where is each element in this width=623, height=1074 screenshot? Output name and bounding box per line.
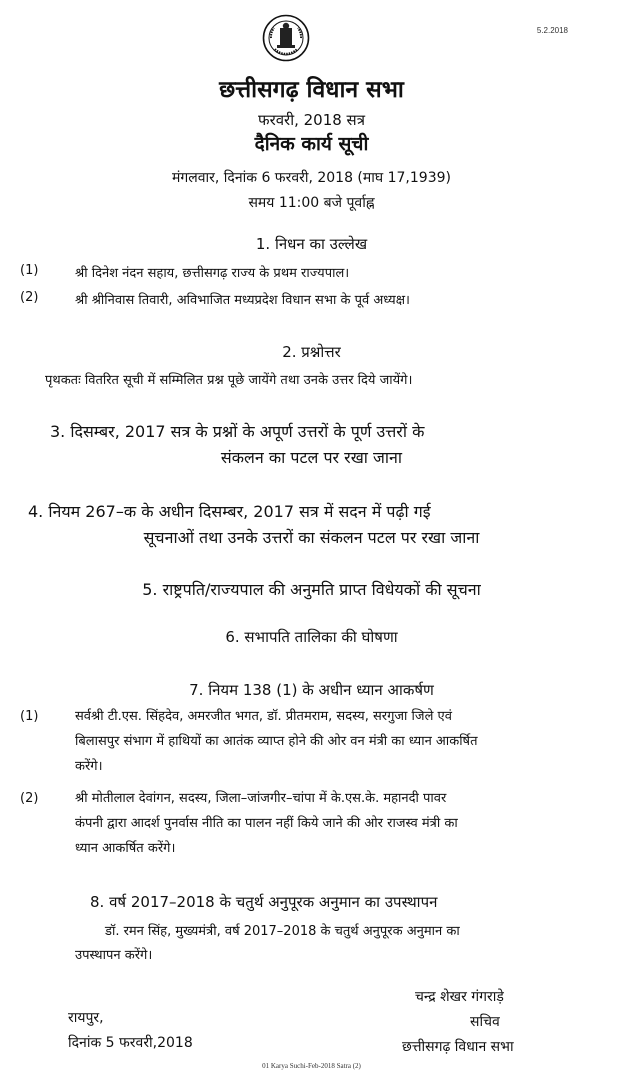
signatory-organization: छत्तीसगढ़ विधान सभा: [402, 1039, 514, 1055]
item-number: (2): [20, 791, 39, 806]
section-8-line-1: डॉ. रमन सिंह, मुख्यमंत्री, वर्ष 2017–2018 के चतुर्थ अनुपूरक अनुमान का: [105, 924, 460, 939]
time-line: समय 11:00 बजे पूर्वाह्न: [248, 195, 375, 211]
assembly-title: छत्तीसगढ़ विधान सभा: [219, 77, 404, 103]
place-city: रायपुर,: [68, 1010, 104, 1026]
attention-notice-2: [75, 786, 605, 861]
section-8-line-2: उपस्थापन करेंगे।: [75, 948, 153, 963]
session-line: फरवरी, 2018 सत्र: [258, 111, 365, 129]
notice-line: करेंगे।: [75, 759, 103, 774]
item-number: (1): [20, 263, 39, 278]
date-code: 5.2.2018: [536, 26, 568, 35]
date-line: मंगलवार, दिनांक 6 फरवरी, 2018 (माघ 17,1939): [172, 170, 451, 186]
item-number: (1): [20, 709, 39, 724]
assembly-emblem-icon: [262, 14, 310, 62]
section-8-title: 8. वर्ष 2017–2018 के चतुर्थ अनुपूरक अनुमान का उपस्थापन: [90, 893, 438, 911]
section-6-title: 6. सभापति तालिका की घोषणा: [225, 628, 398, 646]
obituary-item: श्री श्रीनिवास तिवारी, अविभाजित मध्यप्रदेश विधान सभा के पूर्व अध्यक्ष।: [75, 293, 410, 308]
notice-line: ध्यान आकर्षित करेंगे।: [75, 841, 176, 856]
section-3-line-1: 3. दिसम्बर, 2017 सत्र के प्रश्नों के अपूर्ण उत्तरों के पूर्ण उत्तरों के: [50, 422, 425, 441]
section-2-text: पृथकतः वितरित सूची में सम्मिलित प्रश्न पूछे जायेंगे तथा उनके उत्तर दिये जायेंगे।: [45, 373, 413, 388]
section-3-line-2: संकलन का पटल पर रखा जाना: [220, 448, 403, 467]
section-1-title: 1. निधन का उल्लेख: [255, 235, 368, 253]
place-date: दिनांक 5 फरवरी,2018: [68, 1035, 193, 1051]
section-4-line-1: 4. नियम 267–क के अधीन दिसम्बर, 2017 सत्र में सदन में पढ़ी गई: [28, 502, 431, 521]
section-4-line-2: सूचनाओं तथा उनके उत्तरों का संकलन पटल पर रखा जाना: [143, 528, 480, 547]
notice-line: बिलासपुर संभाग में हाथियों का आतंक व्याप्त होने की ओर वन मंत्री का ध्यान आकर्षित: [75, 734, 478, 749]
signatory-name: चन्द्र शेखर गंगराड़े: [415, 989, 504, 1005]
signatory-designation: सचिव: [470, 1014, 500, 1030]
section-7-title: 7. नियम 138 (1) के अधीन ध्यान आकर्षण: [189, 681, 434, 699]
notice-line: श्री मोतीलाल देवांगन, सदस्य, जिला–जांजगीर–चांपा में के.एस.के. महानदी पावर: [75, 791, 447, 806]
notice-line: सर्वश्री टी.एस. सिंहदेव, अमरजीत भगत, डॉ. प्रीतमराम, सदस्य, सरगुजा जिले एवं: [75, 709, 452, 724]
attention-notice-1: [75, 704, 605, 779]
obituary-item: श्री दिनेश नंदन सहाय, छत्तीसगढ़ राज्य के प्रथम राज्यपाल।: [75, 266, 350, 281]
file-footer: 01 Karya Suchi-Feb-2018 Satra (2): [262, 1062, 361, 1070]
notice-line: कंपनी द्वारा आदर्श पुनर्वास नीति का पालन नहीं किये जाने की ओर राजस्व मंत्री का: [75, 816, 458, 831]
section-5-title: 5. राष्ट्रपति/राज्यपाल की अनुमति प्राप्त विधेयकों की सूचना: [142, 580, 481, 599]
item-number: (2): [20, 290, 39, 305]
section-2-title: 2. प्रश्नोत्तर: [282, 343, 341, 361]
daily-list-heading: दैनिक कार्य सूची: [254, 133, 369, 155]
